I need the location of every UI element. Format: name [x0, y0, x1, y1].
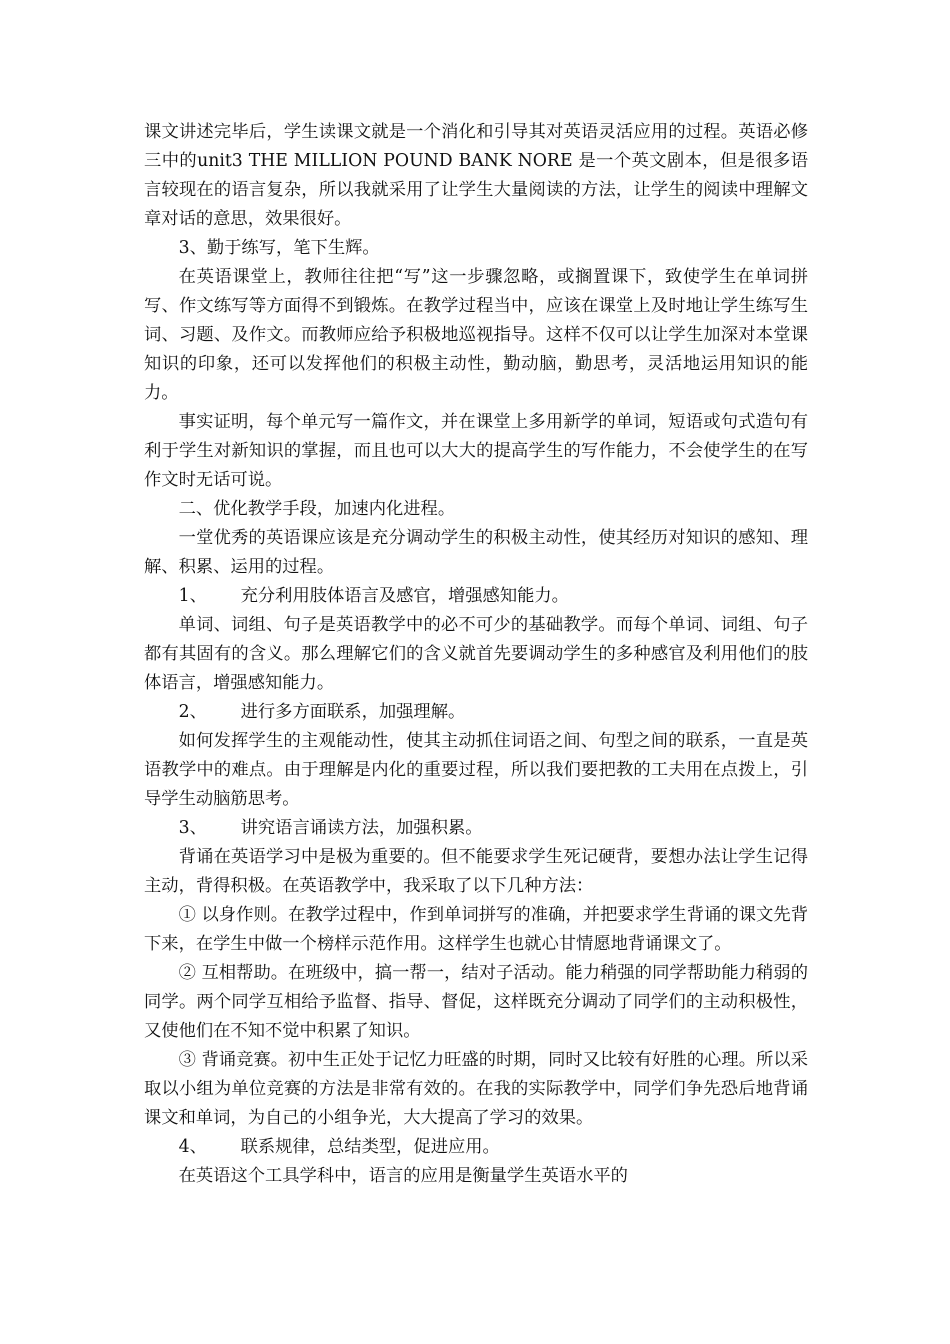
section-heading-3: 3、勤于练写，笔下生辉。 — [178, 238, 380, 258]
item-number: 2、 — [178, 702, 207, 722]
document-page — [144, 118, 808, 1191]
item-number: 4、 — [178, 1137, 207, 1157]
paragraph-circled-1: ① 以身作则。在教学过程中，作到单词拼写的准确，并把要求学生背诵的课文先背下来，在学生中做一个榜样示范作用。这样学生也就心甘情愿地背诵课文了。 — [144, 905, 808, 954]
numbered-heading-3 — [144, 814, 808, 843]
paragraph-circled-3: ③ 背诵竞赛。初中生正处于记忆力旺盛的时期，同时又比较有好胜的心理。所以采取以小组为单位竞赛的方法是非常有效的。在我的实际教学中，同学们争先恐后地背诵课文和单词，为自己的小组争光，大大提高了学习的效果。 — [144, 1050, 808, 1128]
section-heading-2: 二、优化教学手段，加速内化进程。 — [178, 499, 456, 519]
item-text: 联系规律，总结类型，促进应用。 — [240, 1137, 500, 1157]
numbered-heading-1 — [144, 582, 808, 611]
item-text: 进行多方面联系，加强理解。 — [240, 702, 466, 722]
item-text: 讲究语言诵读方法，加强积累。 — [240, 818, 483, 838]
item-text: 充分利用肢体语言及感官，增强感知能力。 — [240, 586, 569, 606]
paragraph: 如何发挥学生的主观能动性，使其主动抓住词语之间、句型之间的联系，一直是英语教学中的难点。由于理解是内化的重要过程，所以我们要把教的工夫用在点拨上，引导学生动脑筋思考。 — [144, 731, 808, 809]
item-number: 3、 — [178, 818, 207, 838]
paragraph: 事实证明，每个单元写一篇作文，并在课堂上多用新学的单词，短语或句式造句有利于学生对新知识的掌握，而且也可以大大的提高学生的写作能力，不会使学生的在写作文时无话可说。 — [144, 412, 808, 490]
item-number: 1、 — [178, 586, 207, 606]
paragraph: 背诵在英语学习中是极为重要的。但不能要求学生死记硬背，要想办法让学生记得主动，背得积极。在英语教学中，我采取了以下几种方法： — [144, 847, 808, 896]
paragraph: 在英语课堂上，教师往往把“写”这一步骤忽略，或搁置课下，致使学生在单词拼写、作文练写等方面得不到锻炼。在教学过程当中，应该在课堂上及时地让学生练写生词、习题、及作文。而教师应给予积极地巡视指导。这样不仅可以让学生加深对本堂课知识的印象，还可以发挥他们的积极主动性，勤动脑，勤思考，灵活地运用知识的能力。 — [144, 267, 808, 403]
numbered-heading-2 — [144, 698, 808, 727]
paragraph: 单词、词组、句子是英语教学中的必不可少的基础教学。而每个单词、词组、句子都有其固有的含义。那么理解它们的含义就首先要调动学生的多种感官及利用他们的肢体语言，增强感知能力。 — [144, 615, 808, 693]
paragraph: 在英语这个工具学科中，语言的应用是衡量学生英语水平的 — [178, 1166, 628, 1186]
numbered-heading-4 — [144, 1133, 808, 1162]
paragraph-circled-2: ② 互相帮助。在班级中，搞一帮一，结对子活动。能力稍强的同学帮助能力稍弱的同学。两个同学互相给予监督、指导、督促，这样既充分调动了同学们的主动积极性，又使他们在不知不觉中积累了知识。 — [144, 963, 808, 1041]
paragraph: 一堂优秀的英语课应该是充分调动学生的积极主动性，使其经历对知识的感知、理解、积累、运用的过程。 — [144, 528, 808, 577]
paragraph-continuation: 课文讲述完毕后，学生读课文就是一个消化和引导其对英语灵活应用的过程。英语必修三中的unit3 THE MILLION POUND BANK NORE 是一个英文剧本，但是很多语言较现在的语言复杂，所以我就采用了让学生大量阅读的方法，让学生的阅读中理解文章对话的意思，效果很好。 — [144, 122, 808, 229]
